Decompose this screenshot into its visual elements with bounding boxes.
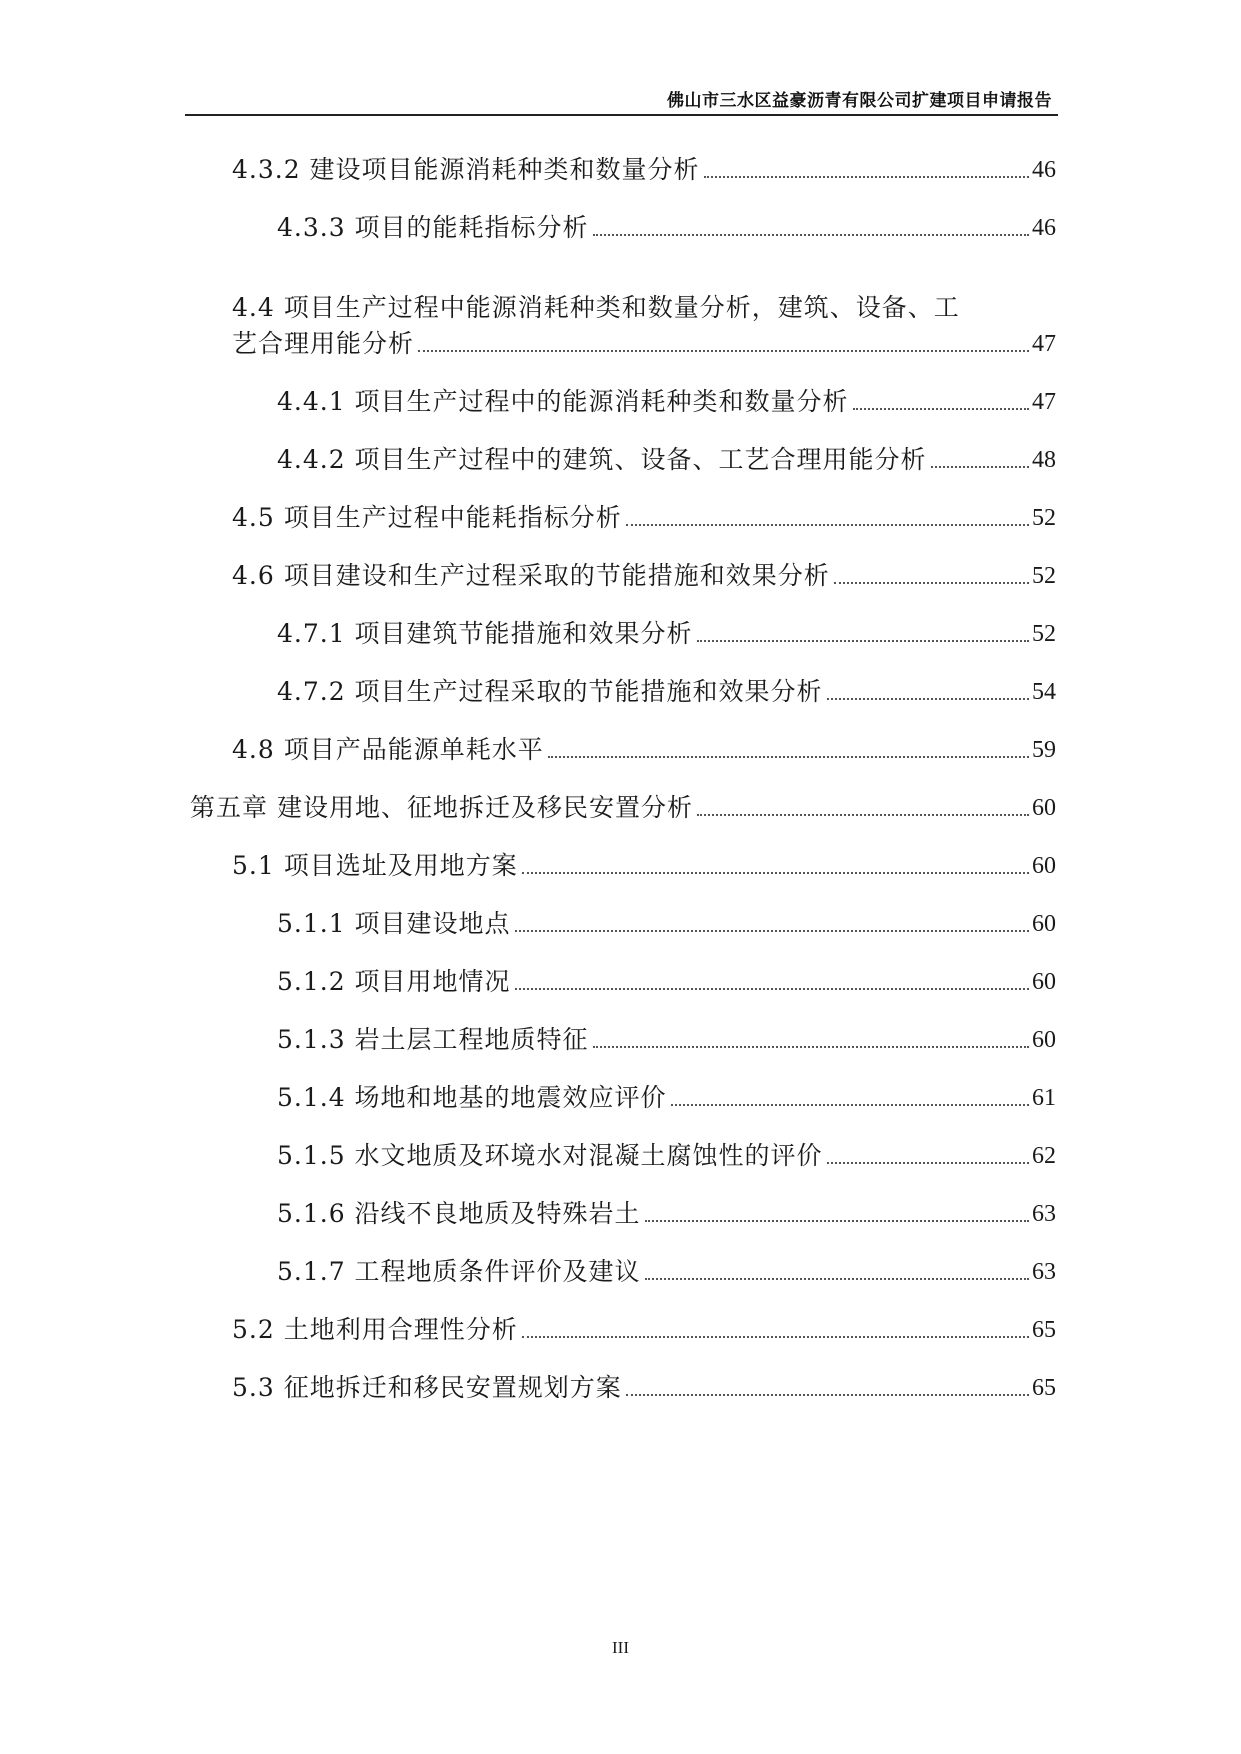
- toc-entry-text: 4.5 项目生产过程中能耗指标分析: [232, 503, 622, 532]
- page-header: [185, 82, 1058, 116]
- toc-leader: [827, 1162, 1029, 1164]
- toc-entry[interactable]: [277, 610, 1056, 650]
- toc-entry-page: 60: [1032, 795, 1056, 821]
- toc-entry-text: 5.1.4 场地和地基的地震效应评价: [277, 1083, 667, 1112]
- toc-entry[interactable]: [232, 1306, 1056, 1346]
- toc-entry-text: 5.1.1 项目建设地点: [277, 909, 511, 938]
- toc-entry[interactable]: [277, 436, 1056, 476]
- toc-leader: [645, 1220, 1029, 1222]
- toc-leader: [704, 176, 1029, 178]
- toc-entry-text: 5.1.5 水文地质及环境水对混凝土腐蚀性的评价: [277, 1141, 823, 1170]
- toc-leader: [522, 1336, 1029, 1338]
- toc-entry-page: 65: [1032, 1375, 1056, 1401]
- toc-entry-page: 59: [1032, 737, 1056, 763]
- toc-entry[interactable]: [277, 1074, 1056, 1114]
- toc-entry[interactable]: [277, 1248, 1056, 1288]
- toc-entry-text: 5.1.3 岩土层工程地质特征: [277, 1025, 589, 1054]
- toc-entry-page: 52: [1032, 563, 1056, 589]
- toc-entry-text: 4.8 项目产品能源单耗水平: [232, 735, 544, 764]
- toc-entry[interactable]: [277, 204, 1056, 244]
- toc-entry-page: 60: [1032, 911, 1056, 937]
- toc-leader: [853, 408, 1029, 410]
- toc-entry[interactable]: [232, 552, 1056, 592]
- toc-entry[interactable]: [277, 668, 1056, 708]
- toc-entry-text: 5.1 项目选址及用地方案: [232, 851, 518, 880]
- toc-leader: [418, 350, 1029, 352]
- toc-entry[interactable]: [277, 958, 1056, 998]
- toc-entry[interactable]: [277, 1190, 1056, 1230]
- toc-entry-text: 5.3 征地拆迁和移民安置规划方案: [232, 1373, 622, 1402]
- toc-entry-page: 60: [1032, 853, 1056, 879]
- toc-entry[interactable]: [232, 726, 1056, 766]
- toc-entry[interactable]: [277, 378, 1056, 418]
- toc-entry-text: 5.1.6 沿线不良地质及特殊岩土: [277, 1199, 641, 1228]
- toc-entry-page: 65: [1032, 1317, 1056, 1343]
- toc-leader: [827, 698, 1029, 700]
- toc-entry-page: 48: [1032, 447, 1056, 473]
- toc-entry-text: 5.1.2 项目用地情况: [277, 967, 511, 996]
- toc-entry[interactable]: [277, 900, 1056, 940]
- toc-leader: [515, 988, 1029, 990]
- toc-entry[interactable]: [277, 1016, 1056, 1056]
- toc-leader: [834, 582, 1029, 584]
- toc-entry-page: 61: [1032, 1085, 1056, 1111]
- toc-leader: [593, 1046, 1029, 1048]
- toc-entry-page: 63: [1032, 1259, 1056, 1285]
- toc-leader: [671, 1104, 1029, 1106]
- toc-leader: [626, 524, 1029, 526]
- toc-entry[interactable]: [232, 494, 1056, 534]
- toc-entry-text: 4.7.1 项目建筑节能措施和效果分析: [277, 619, 693, 648]
- toc-entry[interactable]: [232, 1364, 1056, 1404]
- toc-entry-text: 4.6 项目建设和生产过程采取的节能措施和效果分析: [232, 561, 830, 590]
- toc-leader: [515, 930, 1029, 932]
- toc-leader: [626, 1394, 1029, 1396]
- toc-entry-text: 5.2 土地利用合理性分析: [232, 1315, 518, 1344]
- toc-entry-page: 52: [1032, 505, 1056, 531]
- toc-entry-page: 46: [1032, 157, 1056, 183]
- header-title: 佛山市三水区益豪沥青有限公司扩建项目申请报告: [667, 91, 1052, 111]
- toc-entry-page: 60: [1032, 1027, 1056, 1053]
- toc-entry[interactable]: [232, 146, 1056, 186]
- toc-entry-page: 52: [1032, 621, 1056, 647]
- toc-entry[interactable]: [232, 320, 1056, 360]
- toc-leader: [697, 814, 1029, 816]
- toc-entry-chapter[interactable]: [190, 784, 1056, 824]
- toc-entry-text: 4.4.2 项目生产过程中的建筑、设备、工艺合理用能分析: [277, 445, 927, 474]
- toc-leader: [645, 1278, 1029, 1280]
- toc-entry[interactable]: [232, 842, 1056, 882]
- toc-leader: [522, 872, 1029, 874]
- toc-entry-text: 4.4.1 项目生产过程中的能源消耗种类和数量分析: [277, 387, 849, 416]
- toc-entry-text: 4.4 项目生产过程中能源消耗种类和数量分析，建筑、设备、工: [232, 293, 960, 322]
- toc-entry-text: 4.7.2 项目生产过程采取的节能措施和效果分析: [277, 677, 823, 706]
- toc-entry-page: 60: [1032, 969, 1056, 995]
- toc-entry[interactable]: [277, 1132, 1056, 1172]
- toc-entry-text: 4.3.3 项目的能耗指标分析: [277, 213, 589, 242]
- toc-leader: [931, 466, 1029, 468]
- toc-entry-page: 47: [1032, 331, 1056, 357]
- toc-entry-page: 46: [1032, 215, 1056, 241]
- toc-entry-page: 54: [1032, 679, 1056, 705]
- toc-leader: [548, 756, 1029, 758]
- toc-leader: [593, 234, 1029, 236]
- toc-entry-text: 第五章 建设用地、征地拆迁及移民安置分析: [190, 793, 693, 822]
- page-number: III: [612, 1638, 629, 1657]
- toc-entry-page: 47: [1032, 389, 1056, 415]
- toc-entry-text: 5.1.7 工程地质条件评价及建议: [277, 1257, 641, 1286]
- toc-entry-text: 4.3.2 建设项目能源消耗种类和数量分析: [232, 155, 700, 184]
- toc-entry-text: 艺合理用能分析: [232, 329, 415, 358]
- toc-leader: [697, 640, 1029, 642]
- toc-entry-page: 63: [1032, 1201, 1056, 1227]
- toc-entry-page: 62: [1032, 1143, 1056, 1169]
